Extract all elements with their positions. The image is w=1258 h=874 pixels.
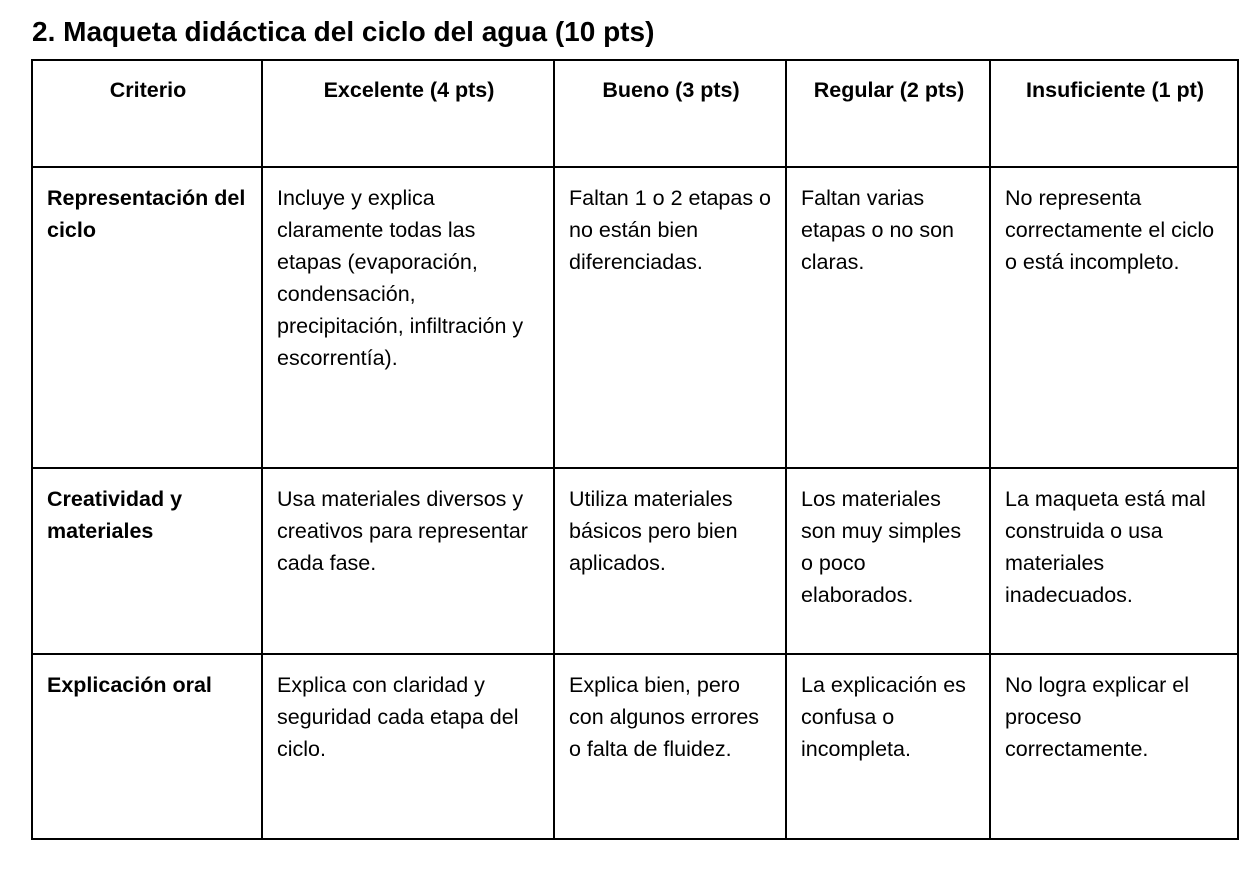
excelente-cell: Incluye y explica claramente todas las etapas (evaporación, condensación, precipitación, infiltración y escorrentía).	[262, 167, 554, 468]
bueno-cell: Explica bien, pero con algunos errores o falta de fluidez.	[554, 654, 786, 839]
regular-cell: La explicación es confusa o incompleta.	[786, 654, 990, 839]
insuficiente-cell: La maqueta está mal construida o usa materiales inadecuados.	[990, 468, 1238, 654]
criterion-cell: Explicación oral	[32, 654, 262, 839]
insuficiente-cell: No representa correctamente el ciclo o está incompleto.	[990, 167, 1238, 468]
page-title: 2. Maqueta didáctica del ciclo del agua (10 pts)	[32, 16, 655, 47]
table-header-row	[32, 60, 1238, 167]
excelente-cell: Usa materiales diversos y creativos para representar cada fase.	[262, 468, 554, 654]
header-criterio: Criterio	[32, 60, 262, 167]
table-row	[32, 468, 1238, 654]
header-excelente: Excelente (4 pts)	[262, 60, 554, 167]
regular-cell: Faltan varias etapas o no son claras.	[786, 167, 990, 468]
regular-cell: Los materiales son muy simples o poco elaborados.	[786, 468, 990, 654]
insuficiente-cell: No logra explicar el proceso correctamente.	[990, 654, 1238, 839]
criterion-cell: Representación del ciclo	[32, 167, 262, 468]
rubric-table	[31, 59, 1239, 840]
criterion-cell: Creatividad y materiales	[32, 468, 262, 654]
table-row	[32, 654, 1238, 839]
excelente-cell: Explica con claridad y seguridad cada etapa del ciclo.	[262, 654, 554, 839]
header-regular: Regular (2 pts)	[786, 60, 990, 167]
bueno-cell: Utiliza materiales básicos pero bien aplicados.	[554, 468, 786, 654]
table-row	[32, 167, 1238, 468]
header-bueno: Bueno (3 pts)	[554, 60, 786, 167]
bueno-cell: Faltan 1 o 2 etapas o no están bien diferenciadas.	[554, 167, 786, 468]
header-insuficiente: Insuficiente (1 pt)	[990, 60, 1238, 167]
